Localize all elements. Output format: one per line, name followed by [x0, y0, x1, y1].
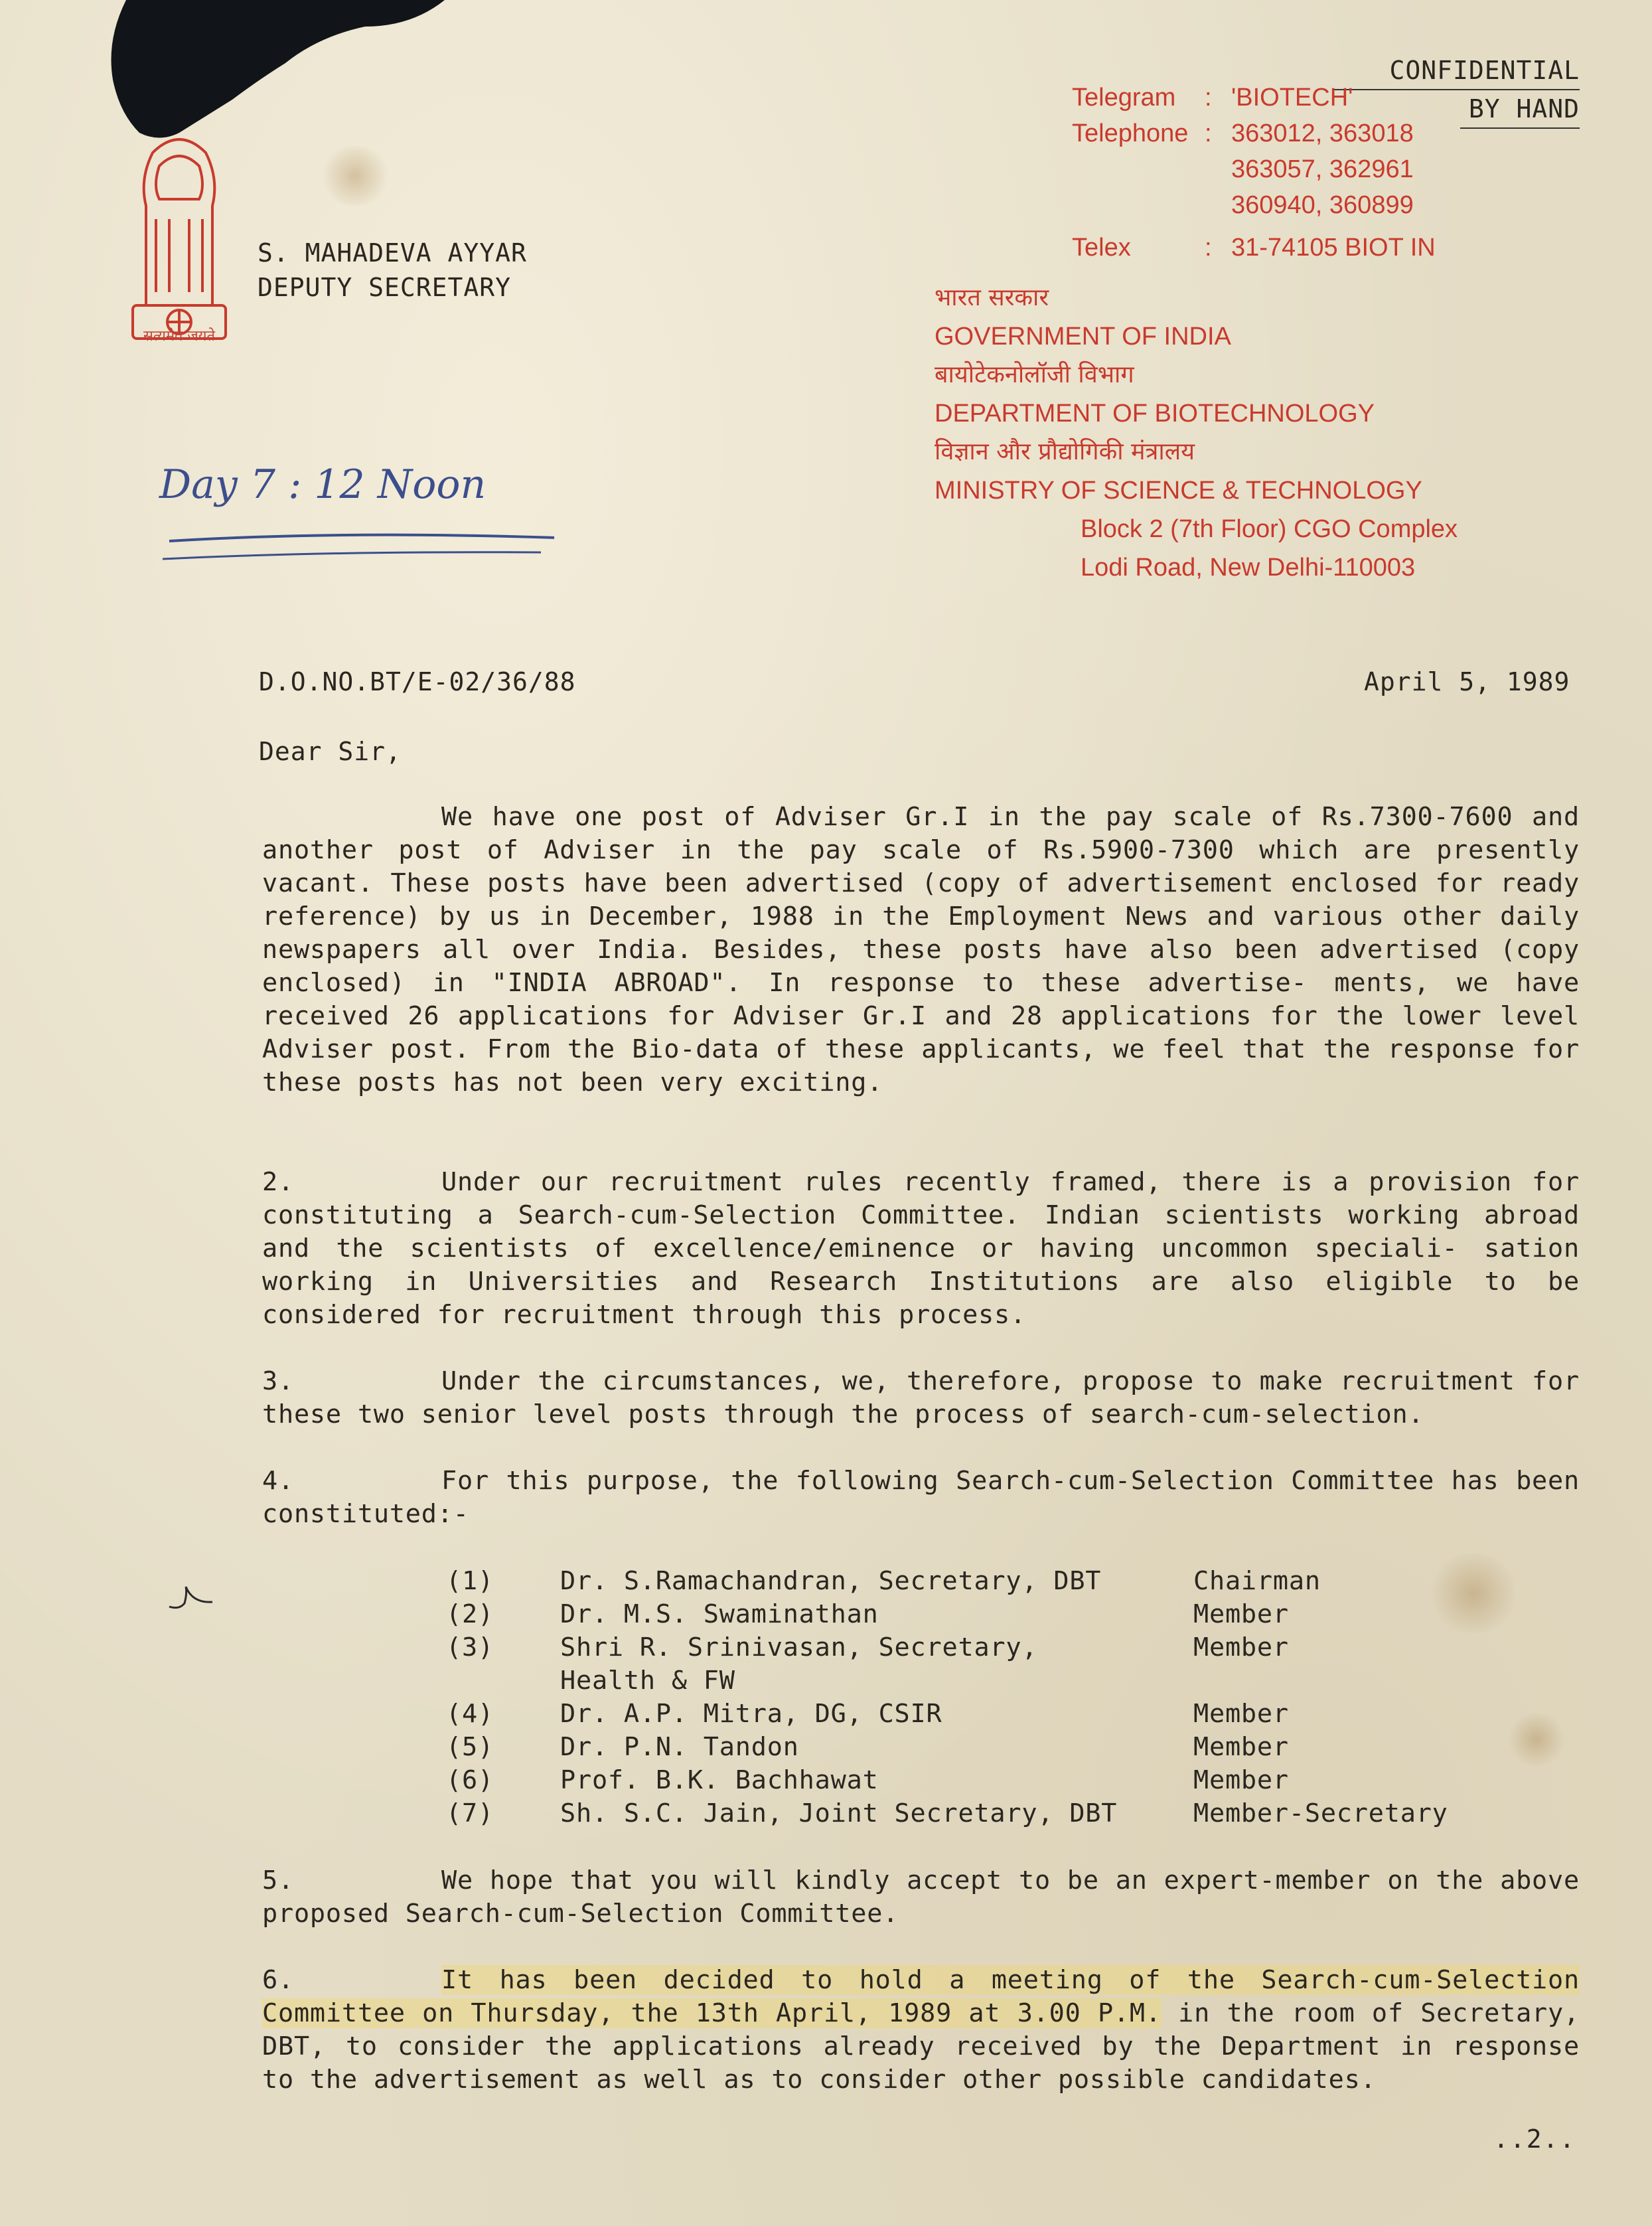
- separator: :: [1205, 119, 1212, 147]
- telegram-value: 'BIOTECH': [1231, 84, 1353, 112]
- committee-role: [1193, 1664, 1525, 1698]
- ministry-hindi: विज्ञान और प्रौद्योगिकी मंत्रालय: [935, 438, 1195, 465]
- committee-number: (3): [446, 1632, 494, 1662]
- paragraph-6-text: in the room of Secretary, DBT, to consider the applications already received by the Department in response to the advertisement as well as to consider other possible candidates.: [262, 1998, 1580, 2095]
- emblem-motto: सत्यमेव जयते: [143, 328, 216, 345]
- committee-role: Member: [1193, 1599, 1289, 1629]
- telephone-line: 360940, 360899: [1231, 191, 1414, 219]
- committee-number: (1): [446, 1566, 494, 1596]
- paragraph-number: 3.: [262, 1366, 294, 1396]
- department-block: [935, 279, 1458, 587]
- telegram-label: Telegram: [1072, 84, 1176, 112]
- spacer: [1072, 187, 1205, 223]
- committee-role: Member: [1193, 1699, 1289, 1729]
- committee-number: (4): [446, 1699, 494, 1729]
- reference-number: D.O.NO.BT/E-02/36/88: [259, 667, 576, 696]
- paragraph-4: [262, 1465, 1580, 1531]
- committee-number: (5): [446, 1732, 494, 1762]
- paragraph-1-text: We have one post of Adviser Gr.I in the pay scale of Rs.7300-7600 and another post of Adviser in the pay scale of Rs.5900-7300 which are presently vacant. These posts have been advertised (copy of advertisement enclosed for ready reference) by us in December, 1988 in the Employment News and various other daily newspapers all over India. Besides, these posts have also been advertised (copy enclosed) in "INDIA ABROAD". In response to these advertise- ments, we have received 26 applications for Adviser Gr.I and 28 applications for the lower level Adviser post. From the Bio-data of these applicants, we feel that the response for these posts has not been very exciting.: [262, 802, 1580, 1097]
- stain: [319, 146, 392, 206]
- sender-name: S. MAHADEVA AYYAR: [258, 238, 527, 268]
- committee-number: (6): [446, 1765, 494, 1795]
- telephone-line: 363057, 362961: [1231, 155, 1414, 183]
- sender-block: [258, 236, 527, 305]
- paragraph-5: [262, 1864, 1580, 1931]
- committee-name: Sh. S.C. Jain, Joint Secretary, DBT: [560, 1798, 1118, 1828]
- letter-date: April 5, 1989: [1364, 667, 1570, 696]
- telephone-label: Telephone: [1072, 119, 1189, 147]
- address-line-2: Lodi Road, New Delhi-110003: [1081, 554, 1416, 582]
- contact-block: [1072, 80, 1436, 266]
- telex-label: Telex: [1072, 234, 1131, 262]
- committee-row: [446, 1698, 1525, 1731]
- page-continuation: ..2..: [1493, 2124, 1576, 2154]
- torn-corner: [100, 0, 445, 139]
- spacer: [1205, 187, 1231, 223]
- national-emblem-icon: [113, 126, 246, 352]
- committee-row: [446, 1731, 1525, 1764]
- paragraph-number: 6.: [262, 1965, 294, 1995]
- paragraph-3-text: Under the circumstances, we, therefore, propose to make recruitment for these two senior level posts through the process of search-cum-selection.: [262, 1366, 1580, 1429]
- committee-row: [446, 1598, 1525, 1631]
- paragraph-4-text: For this purpose, the following Search-cum-Selection Committee has been constituted:-: [262, 1466, 1580, 1529]
- committee-name: Dr. A.P. Mitra, DG, CSIR: [560, 1699, 942, 1729]
- separator: :: [1205, 234, 1212, 262]
- separator: :: [1205, 84, 1212, 112]
- paragraph-number: 2.: [262, 1167, 294, 1197]
- by-hand-label: BY HAND: [1460, 90, 1580, 129]
- paragraph-1: [262, 801, 1580, 1099]
- paragraph-number: 4.: [262, 1466, 294, 1496]
- committee-row: [446, 1664, 1525, 1698]
- telephone-line: 363012, 363018: [1231, 119, 1414, 147]
- paragraph-6: [262, 1964, 1580, 2097]
- committee-role: Member: [1193, 1765, 1289, 1795]
- committee-row: [446, 1764, 1525, 1797]
- telex-value: 31-74105 BIOT IN: [1231, 234, 1436, 262]
- committee-role: Member: [1193, 1632, 1289, 1662]
- paragraph-2-text: Under our recruitment rules recently framed, there is a provision for constituting a Search-cum-Selection Committee. Indian scientists working abroad and the scientists of excellence/eminence or having uncommon speciali- sation working in Universities and Research Institutions are also eligible to be considered for recruitment through this process.: [262, 1167, 1580, 1330]
- paragraph-2: [262, 1166, 1580, 1332]
- committee-list: [446, 1565, 1525, 1830]
- highlighted-meeting-text: It has been decided to hold a meeting of the Search-cum-Selection Committee on Thursday, the 13th April, 1989 at 3.00 P.M.: [262, 1965, 1580, 2028]
- committee-role: Member: [1193, 1732, 1289, 1762]
- handwritten-tick: [166, 1583, 219, 1623]
- confidential-label: CONFIDENTIAL: [1334, 52, 1580, 90]
- committee-number: (2): [446, 1599, 494, 1629]
- paragraph-number: 5.: [262, 1866, 294, 1895]
- committee-role: Chairman: [1193, 1566, 1321, 1596]
- dept-english: DEPARTMENT OF BIOTECHNOLOGY: [935, 400, 1375, 428]
- committee-name: Prof. B.K. Bachhawat: [560, 1765, 879, 1795]
- salutation: Dear Sir,: [259, 737, 402, 766]
- spacer: [1205, 151, 1231, 187]
- committee-row: [446, 1631, 1525, 1664]
- gov-english: GOVERNMENT OF INDIA: [935, 323, 1231, 351]
- handwritten-note: [156, 451, 554, 584]
- committee-name: Dr. M.S. Swaminathan: [560, 1599, 879, 1629]
- committee-number: [446, 1664, 560, 1698]
- committee-role: Member-Secretary: [1193, 1798, 1448, 1828]
- committee-name: Dr. P.N. Tandon: [560, 1732, 799, 1762]
- paragraph-5-text: We hope that you will kindly accept to be an expert-member on the above proposed Search-cum-Selection Committee.: [262, 1866, 1580, 1929]
- paragraph-3: [262, 1365, 1580, 1431]
- spacer: [1072, 151, 1205, 187]
- gov-hindi: भारत सरकार: [935, 284, 1049, 311]
- committee-row: [446, 1797, 1525, 1830]
- address-line-1: Block 2 (7th Floor) CGO Complex: [1081, 515, 1458, 543]
- committee-name: Shri R. Srinivasan, Secretary,: [560, 1632, 1038, 1662]
- handwritten-note-text: Day 7 : 12 Noon: [159, 461, 487, 508]
- ministry-english: MINISTRY OF SCIENCE & TECHNOLOGY: [935, 477, 1422, 505]
- committee-name: Dr. S.Ramachandran, Secretary, DBT: [560, 1566, 1102, 1596]
- committee-row: [446, 1565, 1525, 1598]
- committee-name: Health & FW: [560, 1666, 735, 1696]
- committee-number: (7): [446, 1798, 494, 1828]
- sender-title: DEPUTY SECRETARY: [258, 273, 512, 302]
- dept-hindi: बायोटेकनोलॉजी विभाग: [935, 361, 1134, 388]
